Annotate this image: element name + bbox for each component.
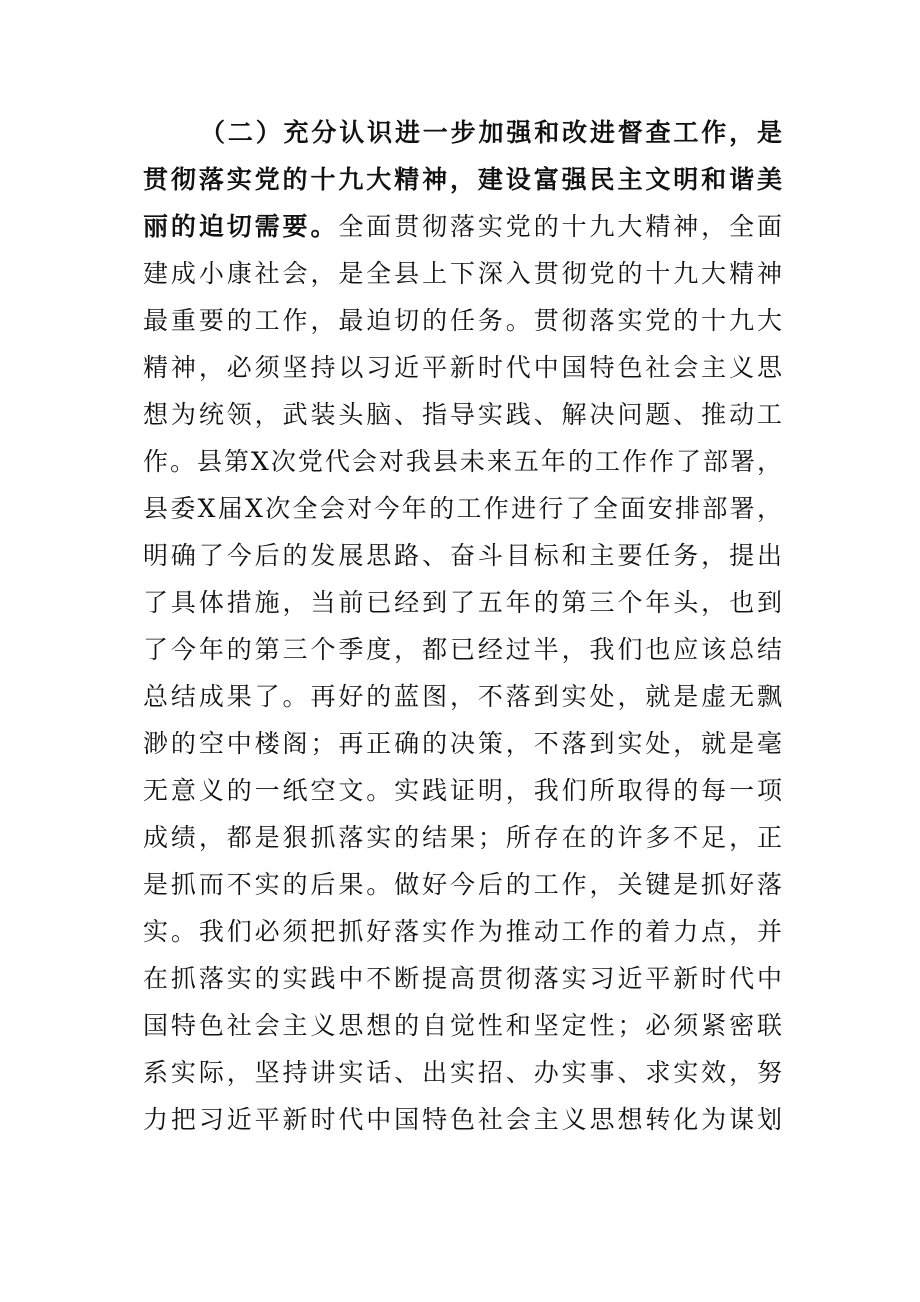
text-line [143,439,783,485]
text-line [143,909,783,955]
heading-text: 贯彻落实党的十九大精神，建设富强民主文明和谐美 [143,165,783,194]
text-line [143,204,783,250]
text-line [143,580,783,626]
heading-text: 丽的迫切需要。 [143,212,339,241]
body-text: 建成小康社会，是全县上下深入贯彻党的十九大精神 [143,259,783,288]
text-line [143,251,783,297]
body-text: 了今年的第三个季度，都已经过半，我们也应该总结 [143,635,783,664]
body-text: 国特色社会主义思想的自觉性和坚定性；必须紧密联 [143,1011,783,1040]
body-text: 实。我们必须把抓好落实作为推动工作的着力点，并 [143,917,783,946]
text-line [143,1097,783,1143]
body-text: 全面贯彻落实党的十九大精神，全面 [338,212,783,241]
body-text: 总结成果了。再好的蓝图，不落到实处，就是虚无飘 [143,682,783,711]
body-text: 系实际，坚持讲实话、出实招、办实事、求实效，努 [143,1058,783,1087]
text-line [143,486,783,532]
text-line [143,674,783,720]
body-text: 想为统领，武装头脑、指导实践、解决问题、推动工 [143,400,783,429]
body-text: 无意义的一纸空文。实践证明，我们所取得的每一项 [143,776,783,805]
body-text: 力把习近平新时代中国特色社会主义思想转化为谋划 [143,1105,783,1134]
body-text: 县委X届X次全会对今年的工作进行了全面安排部署， [143,494,783,523]
body-text: 明确了今后的发展思路、奋斗目标和主要任务，提出 [143,541,783,570]
text-line [143,1050,783,1096]
text-line [143,815,783,861]
text-line [143,392,783,438]
body-text: 在抓落实的实践中不断提高贯彻落实习近平新时代中 [143,964,783,993]
text-line [143,627,783,673]
body-text: 最重要的工作，最迫切的任务。贯彻落实党的十九大 [143,306,783,335]
text-line [143,157,783,203]
body-text: 精神，必须坚持以习近平新时代中国特色社会主义思 [143,353,783,382]
text-line [143,345,783,391]
body-text: 作。县第X次党代会对我县未来五年的工作作了部署， [143,447,783,476]
text-line [143,1003,783,1049]
text-line [143,956,783,1002]
text-line [143,862,783,908]
text-line [143,768,783,814]
heading-text: （二）充分认识进一步加强和改进督查工作，是 [200,118,783,147]
body-text: 渺的空中楼阁；再正确的决策，不落到实处，就是毫 [143,729,783,758]
text-line [143,533,783,579]
body-text: 成绩，都是狠抓落实的结果；所存在的许多不足，正 [143,823,783,852]
text-line [143,721,783,767]
body-text: 了具体措施，当前已经到了五年的第三个年头，也到 [143,588,783,617]
text-line [143,298,783,344]
text-line [200,110,783,156]
body-text: 是抓而不实的后果。做好今后的工作，关键是抓好落 [143,870,783,899]
